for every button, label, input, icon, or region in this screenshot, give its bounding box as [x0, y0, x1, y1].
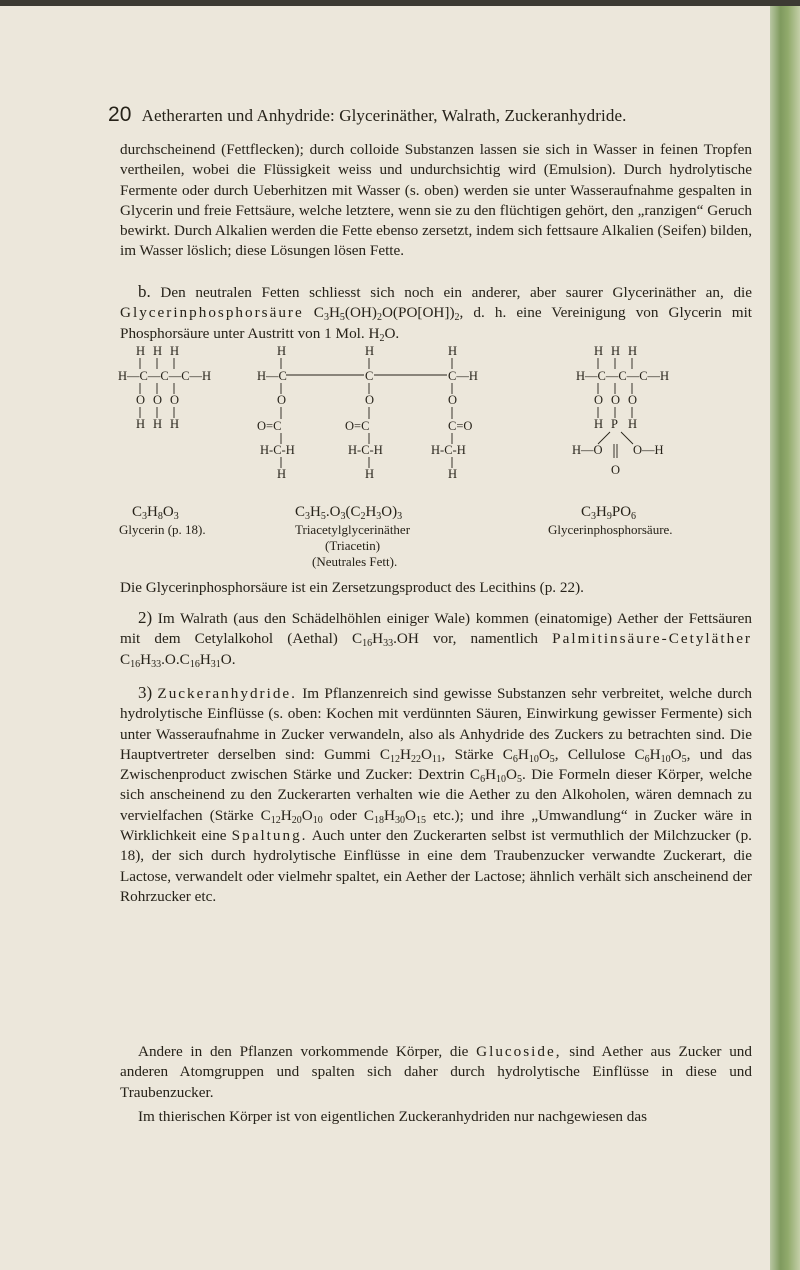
- text-run: sind Aether aus Zucker und anderen Atomgruppen und spalten sich daher durch hydrolytische Einflüsse in diese und Traubenzucker.: [120, 1043, 752, 1101]
- formula-run: O: [162, 504, 174, 520]
- text-run: .O.C: [161, 650, 190, 668]
- sub: 3: [305, 511, 311, 522]
- section-number-2: 2): [138, 608, 153, 627]
- sub: 20: [291, 814, 302, 826]
- formula-run: H: [328, 304, 340, 322]
- text-run: Im Walrath (aus den Schädelhöhlen einiger Wale) kommen (einatomige) Aether der Fettsäuren mit dem Cetylalkohol (Aethal) C: [120, 610, 753, 648]
- text-run: H: [485, 766, 497, 784]
- sub: 10: [528, 753, 539, 765]
- formula-run: C: [313, 304, 324, 322]
- text-run: oder C: [322, 806, 374, 824]
- paragraph-3-text: [120, 683, 752, 907]
- formula-run: H: [596, 504, 607, 520]
- sub: 33: [151, 658, 162, 670]
- svg-text:H: H: [170, 417, 180, 431]
- svg-text:O—H: O—H: [633, 443, 664, 457]
- text-run: H: [280, 806, 292, 824]
- triacetin-caption-1: Triacetylglycerinäther: [295, 522, 411, 537]
- sub: 16: [130, 658, 141, 670]
- triacetin-formula: $C_3H_5.O_3(C_2H_3O)_3$: [295, 504, 403, 522]
- section-label-b: b.: [138, 282, 151, 301]
- svg-text:H—O: H—O: [572, 443, 603, 457]
- sub: 31: [210, 658, 221, 670]
- running-title: Aetherarten und Anhydride: Glycerinäther, Walrath, Zuckeranhydride.: [141, 106, 627, 125]
- sub: 5: [320, 511, 326, 522]
- svg-text:O: O: [277, 393, 287, 407]
- svg-text:O: O: [594, 393, 604, 407]
- paragraph-2: [120, 608, 752, 670]
- text-run: O: [420, 745, 432, 763]
- sub: 3: [323, 312, 329, 324]
- formula-run: (C: [345, 504, 361, 520]
- term-glucoside: Glucoside,: [476, 1043, 562, 1060]
- svg-text:O: O: [448, 393, 458, 407]
- formula-run: H: [147, 504, 158, 520]
- formula-captions: [119, 504, 673, 569]
- sub: 22: [410, 753, 421, 765]
- term-glycerinphosphorsaeure: Glycerinphosphorsäure: [120, 304, 304, 322]
- svg-text:C—H: C—H: [448, 369, 478, 383]
- text-run: . Die Formeln dieser Körper, welche sich anscheinend zu den Zuckerarten verhalten wie die Aether zu den Alkoholen, wären demnach zu vervielfachen (Stärke C: [120, 766, 752, 824]
- svg-text:H—C: H—C: [257, 369, 287, 383]
- sub: 3: [591, 511, 597, 522]
- sub: 2: [454, 312, 460, 324]
- svg-text:O: O: [170, 393, 180, 407]
- svg-text:H—C—C—C—H: H—C—C—C—H: [118, 369, 212, 383]
- paragraph-4: [120, 1042, 752, 1103]
- text-run: H: [649, 745, 661, 763]
- svg-text:H: H: [277, 344, 287, 358]
- svg-text:H-C-H: H-C-H: [260, 443, 295, 457]
- svg-text:P: P: [611, 417, 618, 431]
- text-run: O: [404, 806, 416, 824]
- paragraph-4-text: [120, 1042, 752, 1103]
- formula-run: (OH): [344, 304, 377, 322]
- text-run: , und das Zwischenproduct zwischen Stärke und Zucker: Dextrin C: [120, 745, 753, 784]
- svg-text:H: H: [153, 344, 163, 358]
- sub: 2: [376, 312, 382, 324]
- formula-run: H: [310, 504, 321, 520]
- text-run: O: [670, 745, 682, 763]
- svg-text:H: H: [594, 344, 604, 358]
- sub: 33: [383, 638, 394, 650]
- sub: 3: [173, 511, 179, 522]
- gpa-formula: $C_3H_9PO_6$: [581, 504, 637, 522]
- scan-border: [0, 0, 800, 6]
- text-run: H: [384, 806, 395, 824]
- text-run: Den neutralen Fetten schliesst sich noch ein anderer, aber saurer Glycerinäther an, die: [160, 284, 752, 301]
- sub: 5: [681, 753, 687, 765]
- text-run: Auch unter den Zuckerarten selbst ist vermuthlich der Milchzucker (p. 18), der sich durch hydrolytische Einflüsse in eine dem Traubenzucker verwandte Zuckerart, die Lactose, verwandelt oder vielmehr spaltet, ein Aether der Lactose; ähnlich verhält sich anscheinend der Rohrzucker etc.: [120, 827, 752, 905]
- sub: 2: [360, 511, 366, 522]
- paragraph-b-text: [120, 282, 752, 344]
- svg-text:H: H: [277, 467, 287, 481]
- glycerin-formula: $C_3H_8O_3$: [132, 504, 179, 522]
- paragraph-5-text: Im thierischen Körper ist von eigentlichen Zuckeranhydriden nur nachgewiesen das: [138, 1108, 648, 1125]
- svg-text:H: H: [628, 344, 638, 358]
- term-palmitinsaeure: Palmitinsäure-Cetyläther: [552, 630, 752, 648]
- sub: 3: [376, 511, 382, 522]
- text-run: etc.); und ihre „Umwandlung“ in Zucker wäre in Wirklichkeit eine: [120, 806, 753, 845]
- svg-text:H: H: [448, 344, 458, 358]
- formula-run: PO: [611, 504, 632, 520]
- sub: 12: [270, 814, 281, 826]
- section-number-3: 3): [138, 683, 153, 702]
- svg-text:O: O: [628, 393, 638, 407]
- text-run: H: [199, 650, 211, 668]
- formula-run: O): [381, 504, 398, 520]
- triacetin-caption-3: (Neutrales Fett).: [312, 554, 398, 569]
- text-run: H: [372, 630, 384, 648]
- formula-run: O(PO[OH]): [381, 304, 455, 322]
- term-zuckeranhydride: Zuckeranhydride.: [157, 685, 297, 702]
- svg-text:C=O: C=O: [448, 419, 473, 433]
- sub: 10: [660, 753, 671, 765]
- svg-text:H-C-H: H-C-H: [348, 443, 383, 457]
- paragraph-lecithin-text: Die Glycerinphosphorsäure ist ein Zersetzungsproduct des Lecithins (p. 22).: [120, 579, 584, 596]
- svg-text:H: H: [365, 344, 375, 358]
- sub: 8: [157, 511, 163, 522]
- text-run: O.: [384, 324, 400, 342]
- text-run: .OH vor, namentlich: [393, 630, 539, 648]
- svg-text:O: O: [365, 393, 375, 407]
- paragraph-fats: [120, 140, 752, 262]
- sub: 9: [606, 511, 612, 522]
- sub: 12: [389, 753, 400, 765]
- glycerin-caption: Glycerin (p. 18).: [119, 522, 206, 537]
- triacetin-structure: [257, 344, 478, 481]
- svg-text:H: H: [170, 344, 180, 358]
- text-run: , d. h. eine Vereinigung von Glycerin mit Phosphorsäure unter Austritt von 1 Mol. H: [120, 304, 753, 342]
- sub: 3: [397, 511, 403, 522]
- text-run: O: [301, 806, 313, 824]
- gpa-structure: [572, 344, 669, 477]
- svg-text:H: H: [153, 417, 163, 431]
- sub: 5: [339, 312, 345, 324]
- sub: 3: [142, 511, 148, 522]
- svg-text:O: O: [153, 393, 163, 407]
- svg-text:H: H: [365, 467, 375, 481]
- text-run: H: [399, 745, 411, 763]
- sub: 30: [394, 814, 405, 826]
- sub: 5: [549, 753, 555, 765]
- sub: 2: [379, 332, 385, 344]
- svg-text:O=C: O=C: [345, 419, 370, 433]
- sub: 10: [496, 774, 507, 786]
- sub: 10: [312, 814, 323, 826]
- sub: 6: [631, 511, 637, 522]
- svg-text:O: O: [611, 463, 621, 477]
- term-spaltung: Spaltung.: [231, 827, 308, 845]
- text-run: H: [517, 745, 529, 763]
- svg-text:H: H: [448, 467, 458, 481]
- sub: 6: [644, 753, 650, 765]
- svg-text:H: H: [136, 344, 146, 358]
- text-run: O: [538, 745, 550, 763]
- running-header: [108, 103, 748, 127]
- paragraph-fats-text: durchscheinend (Fettflecken); durch colloide Substanzen lassen sie sich in Wasser in feinen Tropfen vertheilen, wobei die Flüssigkeit weiss und undurchsichtig wird (Emulsion). Durch hydrolytische Fermente oder durch Ueberhitzen mit Wasser (s. oben) werden sie unter Wasseraufnahme gespalten in Glycerin und freie Fettsäure, welche letztere, wenn sie zu den flüchtigen gehört, den „ranzigen“ Geruch bewirkt. Durch Alkalien werden die Fette ebenso zersetzt, indem sich fettsaure Alkalien (Seifen) bilden, im Wasser löslich; diese Lösungen lösen Fette.: [120, 141, 752, 260]
- paragraph-5: [120, 1107, 752, 1127]
- svg-text:H-C-H: H-C-H: [431, 443, 466, 457]
- formula-run: H: [365, 504, 377, 520]
- sub: 16: [362, 638, 373, 650]
- svg-text:O: O: [136, 393, 146, 407]
- paragraph-b: [120, 282, 752, 344]
- svg-text:O=C: O=C: [257, 419, 282, 433]
- text-run: O.: [220, 650, 236, 668]
- sub: 11: [431, 753, 442, 765]
- svg-text:O: O: [611, 393, 621, 407]
- page-number: 20: [108, 103, 132, 126]
- gpa-caption: Glycerinphosphorsäure.: [548, 522, 673, 537]
- page-edge: [770, 0, 800, 1270]
- sub: 15: [415, 814, 426, 826]
- sub: 18: [374, 814, 384, 826]
- svg-text:H: H: [628, 417, 638, 431]
- text-run: O: [506, 766, 517, 784]
- svg-text:H: H: [611, 344, 621, 358]
- sub: 6: [480, 774, 486, 786]
- sub: 6: [512, 753, 518, 765]
- paragraph-2-text: [120, 608, 752, 670]
- triacetin-caption-2: (Triacetin): [325, 538, 381, 553]
- paragraph-lecithin: [120, 578, 752, 598]
- formula-run: .O: [325, 504, 341, 520]
- svg-text:H: H: [136, 417, 146, 431]
- text-run: , Stärke C: [441, 745, 513, 763]
- sub: 16: [189, 658, 200, 670]
- paragraph-3: [120, 683, 752, 907]
- text-run: H: [140, 650, 152, 668]
- svg-text:C: C: [365, 369, 374, 383]
- sub: 3: [340, 511, 346, 522]
- svg-text:H: H: [594, 417, 604, 431]
- text-run: , Cellulose C: [554, 745, 645, 763]
- svg-text:H—C—C—C—H: H—C—C—C—H: [576, 369, 670, 383]
- text-run: C: [120, 650, 131, 668]
- glycerin-structure: [118, 344, 211, 431]
- text-run: Andere in den Pflanzen vorkommende Körper, die: [138, 1043, 469, 1060]
- text-run: Im Pflanzenreich sind gewisse Substanzen sehr verbreitet, welche durch hydrolytische Einflüsse (s. oben: Kochen mit verdünnten Säuren, Einwirkung gewisser Fermente) sich unter Wasseraufnahme in Zucker verwandeln, also als Anhydride des Zuckers zu betrachten sind. Die Hauptvertreter derselben sind: Gummi C: [120, 685, 752, 763]
- sub: 5: [517, 774, 522, 786]
